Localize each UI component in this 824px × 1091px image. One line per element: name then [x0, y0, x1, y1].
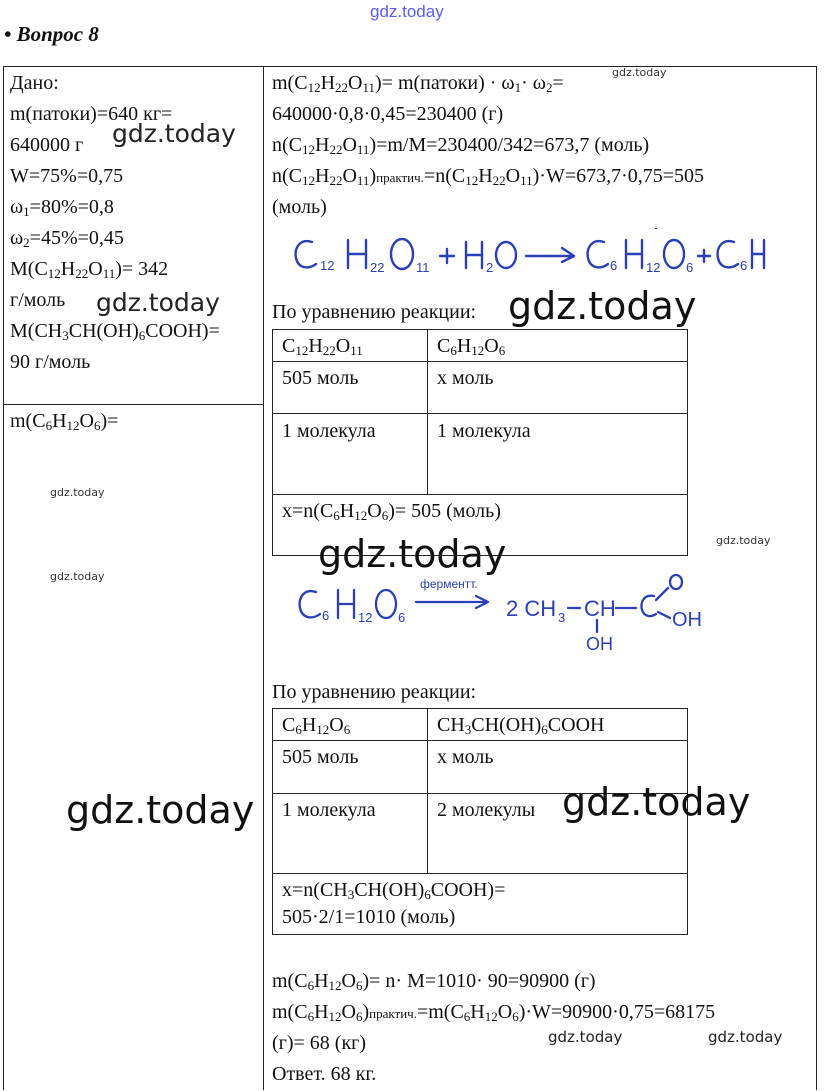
- svg-text:12: 12: [646, 260, 661, 275]
- frame-right: [816, 66, 817, 1090]
- table-2-row-divider: [272, 873, 688, 874]
- table-2-cell: 505 моль: [282, 746, 359, 768]
- watermark: gdz.today: [112, 119, 236, 148]
- given-line: 640000 г: [10, 134, 84, 156]
- table-1-result: $x=n(C_6H_{12}O_6)= 505$ (моль): [282, 500, 501, 523]
- frame-divider-given: [3, 404, 264, 405]
- svg-text:CH: CH: [584, 596, 616, 621]
- svg-text:6: 6: [610, 258, 618, 273]
- table-2-result: 505·2/1=1010 (моль): [282, 906, 456, 928]
- table-2-header: $C_6H_{12}O_6$: [282, 714, 351, 737]
- table-1-header: $C_6H_{12}O_6$: [437, 335, 506, 358]
- svg-text:6: 6: [398, 610, 406, 625]
- solution-line: $m(C_{12}H_{22}O_{11})=$ m(патоки) · $\omega_1\cdot \omega_2=$: [272, 72, 564, 95]
- given-label: Дано:: [10, 72, 59, 94]
- svg-text:6: 6: [686, 260, 694, 275]
- table-1-cell: x моль: [437, 367, 494, 389]
- given-line: г/моль: [10, 289, 66, 311]
- given-line: $\omega_1=80\%=0,8$: [10, 196, 114, 219]
- table-2-row-divider: [272, 740, 688, 741]
- svg-text:6: 6: [740, 258, 748, 273]
- watermark: gdz.today: [708, 1028, 783, 1046]
- given-line: $M(C_{12}H_{22}O_{11})= 342$: [10, 258, 169, 281]
- table-1-cell: 1 молекула: [437, 420, 531, 442]
- table-2-col-divider: [427, 708, 428, 873]
- final-line: $m(C_6H_{12}O_6)= n\cdot M=1010\cdot 90=90900$ (г): [272, 970, 596, 993]
- given-line: $\omega_2=45\%=0,45$: [10, 227, 124, 250]
- table-2-cell: 1 молекула: [282, 799, 376, 821]
- svg-text:6: 6: [322, 608, 330, 623]
- watermark: gdz.today: [96, 288, 220, 317]
- given-line: W=75%=0,75: [10, 165, 124, 187]
- by-equation-2: По уравнению реакции:: [272, 681, 477, 703]
- solution-line: $n(C_{12}H_{22}O_{11})практич.=n(C_{12}H_{22}O_{11})\cdot W=673,7\cdot 0,75=505$: [272, 165, 705, 188]
- answer-line: Ответ. 68 кг.: [272, 1063, 377, 1085]
- table-1-row-divider: [272, 413, 688, 414]
- frame-left: [3, 66, 4, 1090]
- table-2-header: $CH_3CH(OH)_6COOH$: [437, 714, 605, 737]
- solution-line: $n(C_{12}H_{22}O_{11})=m/M=230400/342=673,7$ (моль): [272, 134, 650, 157]
- watermark: gdz.today: [508, 284, 697, 328]
- watermark: gdz.today: [548, 1028, 623, 1046]
- table-1-row-divider: [272, 361, 688, 362]
- svg-text:OH: OH: [672, 609, 702, 631]
- frame-top: [3, 66, 817, 67]
- by-equation-1: По уравнению реакции:: [272, 301, 477, 323]
- svg-text:11: 11: [416, 260, 430, 275]
- watermark: gdz.today: [612, 66, 667, 79]
- watermark: gdz.today: [50, 486, 105, 499]
- final-line: (г)= 68 (кг): [272, 1032, 367, 1054]
- given-line: 90 г/моль: [10, 351, 91, 373]
- table-1-cell: 505 моль: [282, 367, 359, 389]
- given-line: m(патоки)=640 кг=: [10, 103, 173, 125]
- table-1-col-divider: [427, 329, 428, 494]
- svg-text:OH: OH: [586, 634, 613, 654]
- watermark-top: gdz.today: [370, 2, 444, 21]
- question-title: • Вопрос 8: [4, 22, 99, 46]
- handwritten-reaction-2: [296, 566, 716, 660]
- solution-line: 640000·0,8·0,45=230400 (г): [272, 103, 504, 125]
- table-2-result: $x=n(CH_3CH(OH)_6COOH)=$: [282, 879, 506, 902]
- table-1-row-divider: [272, 494, 688, 495]
- svg-text:12: 12: [320, 258, 335, 273]
- table-2-cell: x моль: [437, 746, 494, 768]
- svg-text:2 CH: 2 CH: [506, 596, 557, 621]
- svg-text:ферментт.: ферментт.: [420, 577, 478, 591]
- svg-text:2: 2: [486, 260, 494, 275]
- handwritten-reaction-1: [290, 228, 780, 288]
- final-line: $m(C_6H_{12}O_6)практич.=m(C_6H_{12}O_6)\cdot W=90900\cdot 0,75=68175$: [272, 1001, 716, 1024]
- table-1-cell: 1 молекула: [282, 420, 376, 442]
- table-2-cell: 2 молекулы: [437, 799, 536, 821]
- solution-line: (моль): [272, 196, 327, 218]
- watermark: gdz.today: [50, 570, 105, 583]
- given-line: $M(CH_3CH(OH)_6COOH)=$: [10, 320, 220, 343]
- watermark: gdz.today: [318, 532, 507, 576]
- frame-divider-vertical: [263, 66, 264, 1090]
- svg-text:12: 12: [358, 610, 373, 625]
- svg-text:22: 22: [370, 260, 385, 275]
- table-1-header: $C_{12}H_{22}O_{11}$: [282, 335, 363, 358]
- watermark: gdz.today: [66, 788, 255, 832]
- svg-text:3: 3: [558, 610, 566, 625]
- watermark: gdz.today: [562, 780, 751, 824]
- find-line: $m(C_6H_{12}O_6)=$: [10, 410, 119, 433]
- watermark: gdz.today: [716, 534, 771, 547]
